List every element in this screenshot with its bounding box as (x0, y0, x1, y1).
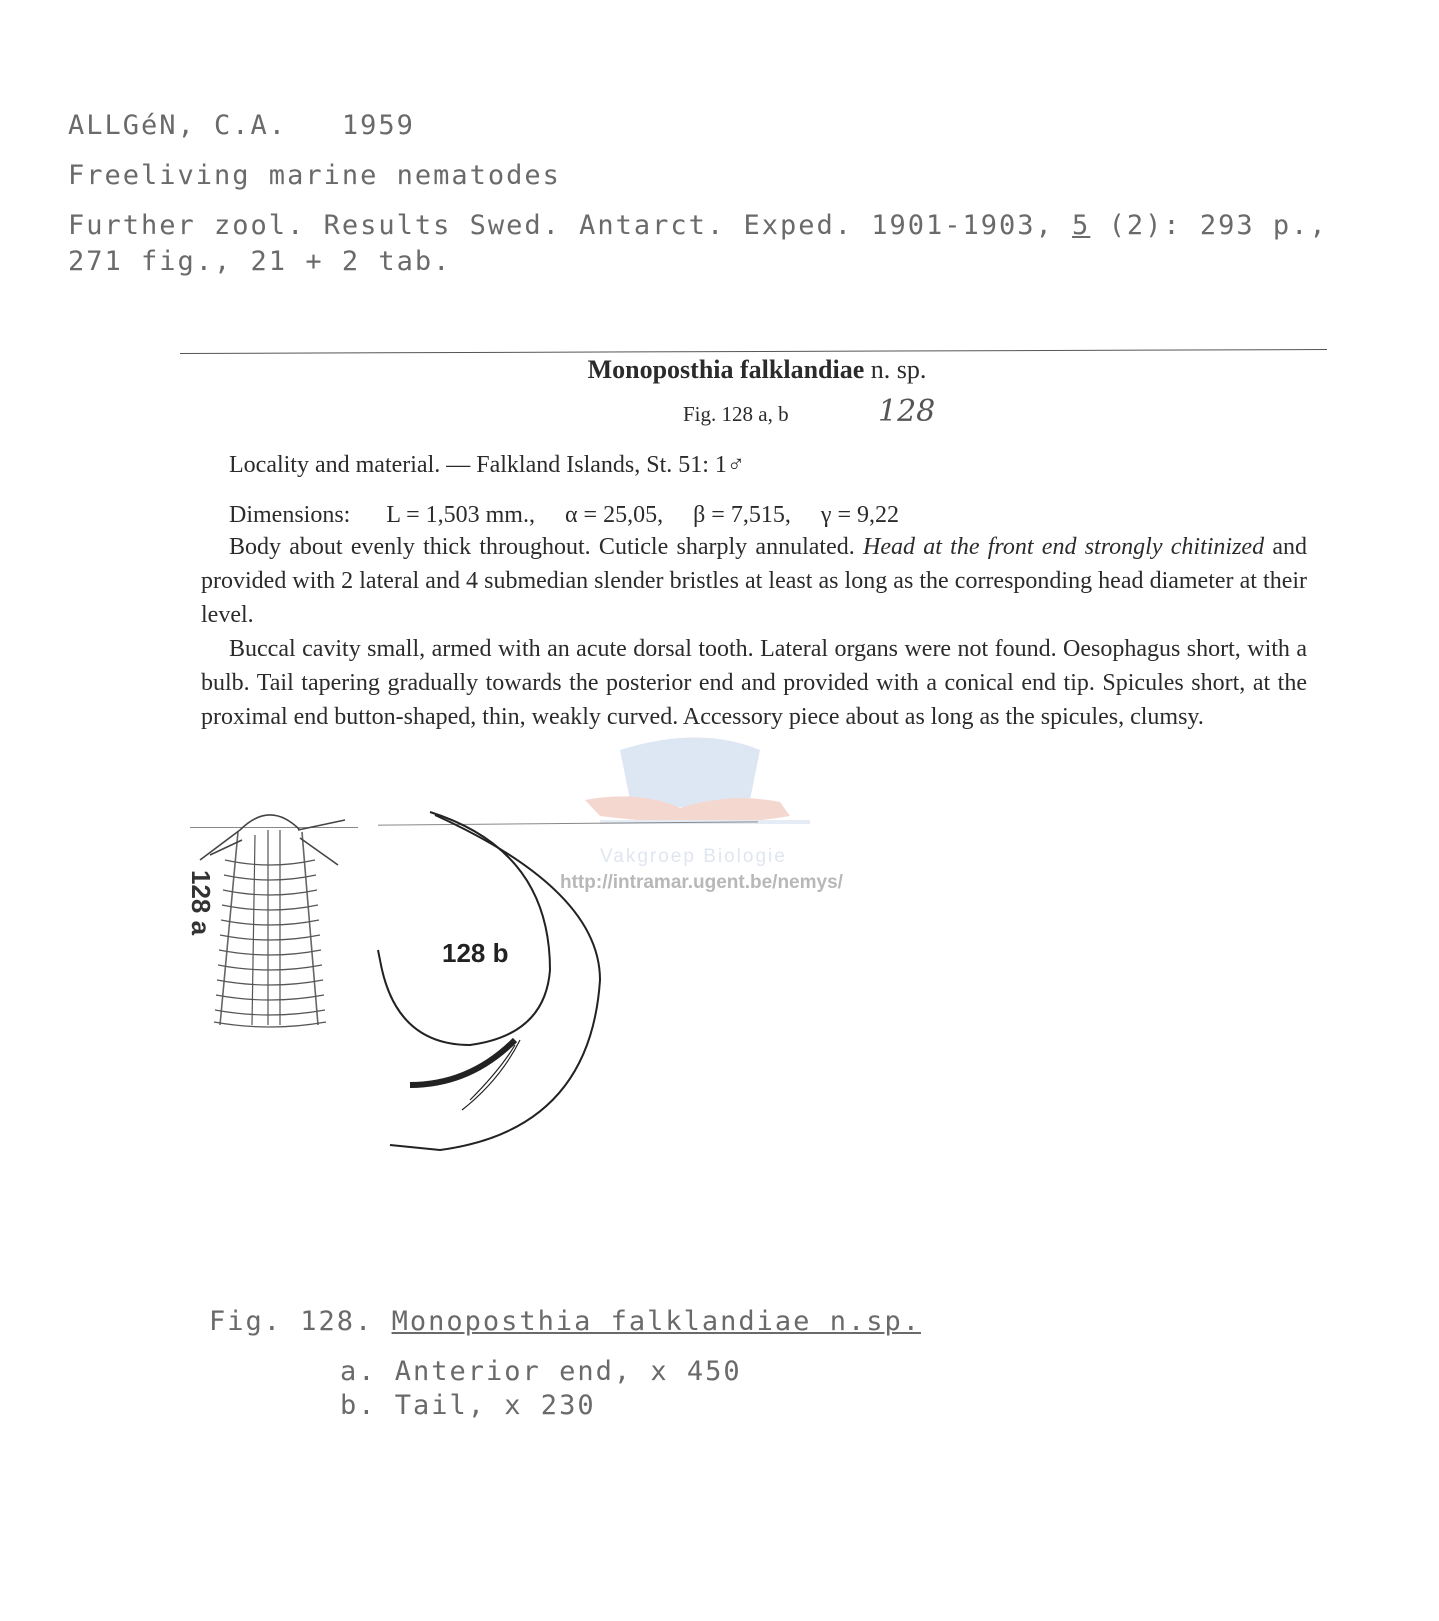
species-heading (0, 355, 1439, 385)
figure-128a-anterior-end (200, 815, 345, 1027)
figure-reference: Fig. 128 a, b (683, 402, 789, 426)
species-suffix: n. sp. (870, 355, 927, 384)
caption-species: Monoposthia falklandiae n.sp. (391, 1306, 921, 1337)
locality-text: Locality and material. — Falkland Islands, St. 51: 1♂ (229, 452, 745, 478)
figure-label-128b: 128 b (442, 938, 509, 968)
figure-label-128a: 128 a (186, 870, 216, 936)
desc1-italic: Head at the front end strongly chitinized (862, 534, 1265, 560)
watermark-url: http://intramar.ugent.be/nemys/ (560, 872, 843, 893)
nematode-figure (180, 800, 680, 1220)
journal-suffix: (2): 293 p., (1090, 210, 1328, 241)
caption-fig-label: Fig. 128. (209, 1306, 392, 1337)
description-paragraph-1 (201, 530, 1307, 632)
species-name: Monoposthia falklandiae (587, 355, 865, 384)
journal-volume: 5 (1072, 210, 1091, 241)
journal-prefix: Further zool. Results Swed. Antarct. Exped. 1901-1903, (68, 210, 1073, 241)
dimensions-text: Dimensions: L = 1,503 mm., α = 25,05, β = 7,515, γ = 9,22 (229, 502, 899, 528)
caption-item-b: b. Tail, x 230 (340, 1390, 596, 1421)
journal-line2: 271 fig., 21 + 2 tab. (68, 246, 452, 277)
description-paragraph-2: Buccal cavity small, armed with an acute dorsal tooth. Lateral organs were not found. Oesophagus short, with a bulb. Tail tapering gradually towards the posterior end and provided with a conical end tip. Spicules short, at the proximal end button-shaped, thin, weakly curved. Accessory piece about as long as the spicules, clumsy. (201, 636, 1307, 730)
watermark-text: Vakgroep Biologie (600, 846, 787, 867)
top-divider (180, 349, 1327, 354)
reference-journal (68, 208, 1368, 280)
desc1-part-a: Body about evenly thick throughout. Cuticle sharply annulated. (229, 534, 863, 560)
desc1-part-b: and provided with 2 lateral and 4 submedian slender bristles at least as long as the corresponding head diameter at their level. (201, 534, 1307, 628)
reference-author-year: ALLGéN, C.A. 1959 (68, 110, 415, 141)
caption-item-a: a. Anterior end, x 450 (340, 1356, 742, 1387)
figure-128b-tail (378, 812, 600, 1150)
reference-title: Freeliving marine nematodes (68, 160, 561, 191)
handwritten-figure-number: 128 (878, 394, 936, 429)
figure-caption-title (209, 1306, 921, 1337)
